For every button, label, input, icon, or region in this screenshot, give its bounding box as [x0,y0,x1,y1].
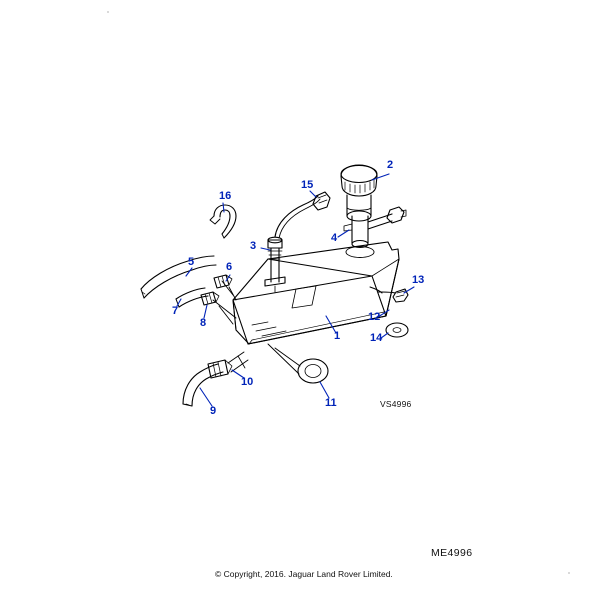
part-bleed-valve [344,207,406,258]
scan-speck [568,572,570,574]
callout-14: 14 [370,332,383,344]
part-pipe-clip-16 [210,205,236,238]
callout-10: 10 [241,376,254,388]
part-expansion-tank-body [233,242,399,344]
callout-15: 15 [301,179,314,191]
callout-6: 6 [226,261,233,273]
callout-4: 4 [331,232,338,244]
drawing-code: VS4996 [380,399,412,409]
callout-13: 13 [412,274,425,286]
callout-1: 1 [334,330,341,342]
callout-8: 8 [200,317,207,329]
callout-9: 9 [210,405,217,417]
callout-7: 7 [172,305,179,317]
part-grommet-11 [268,344,328,383]
part-seal-washer-14 [386,323,408,337]
part-clip-13 [393,289,408,302]
copyright-text: © Copyright, 2016. Jaguar Land Rover Limited. [215,569,393,579]
callout-12: 12 [368,311,381,323]
part-retainer-12 [370,287,395,293]
part-bracket-15 [313,192,330,210]
part-level-sensor [265,237,285,292]
part-filler-cap [341,165,377,221]
callout-3: 3 [250,240,257,252]
part-number: ME4996 [431,547,473,559]
part-lower-hose [183,364,223,406]
callout-16: 16 [219,190,232,202]
part-upper-hose [141,256,216,298]
callout-2: 2 [387,159,394,171]
callout-5: 5 [188,256,195,268]
callout-11: 11 [325,397,337,409]
scan-speck [107,11,109,13]
